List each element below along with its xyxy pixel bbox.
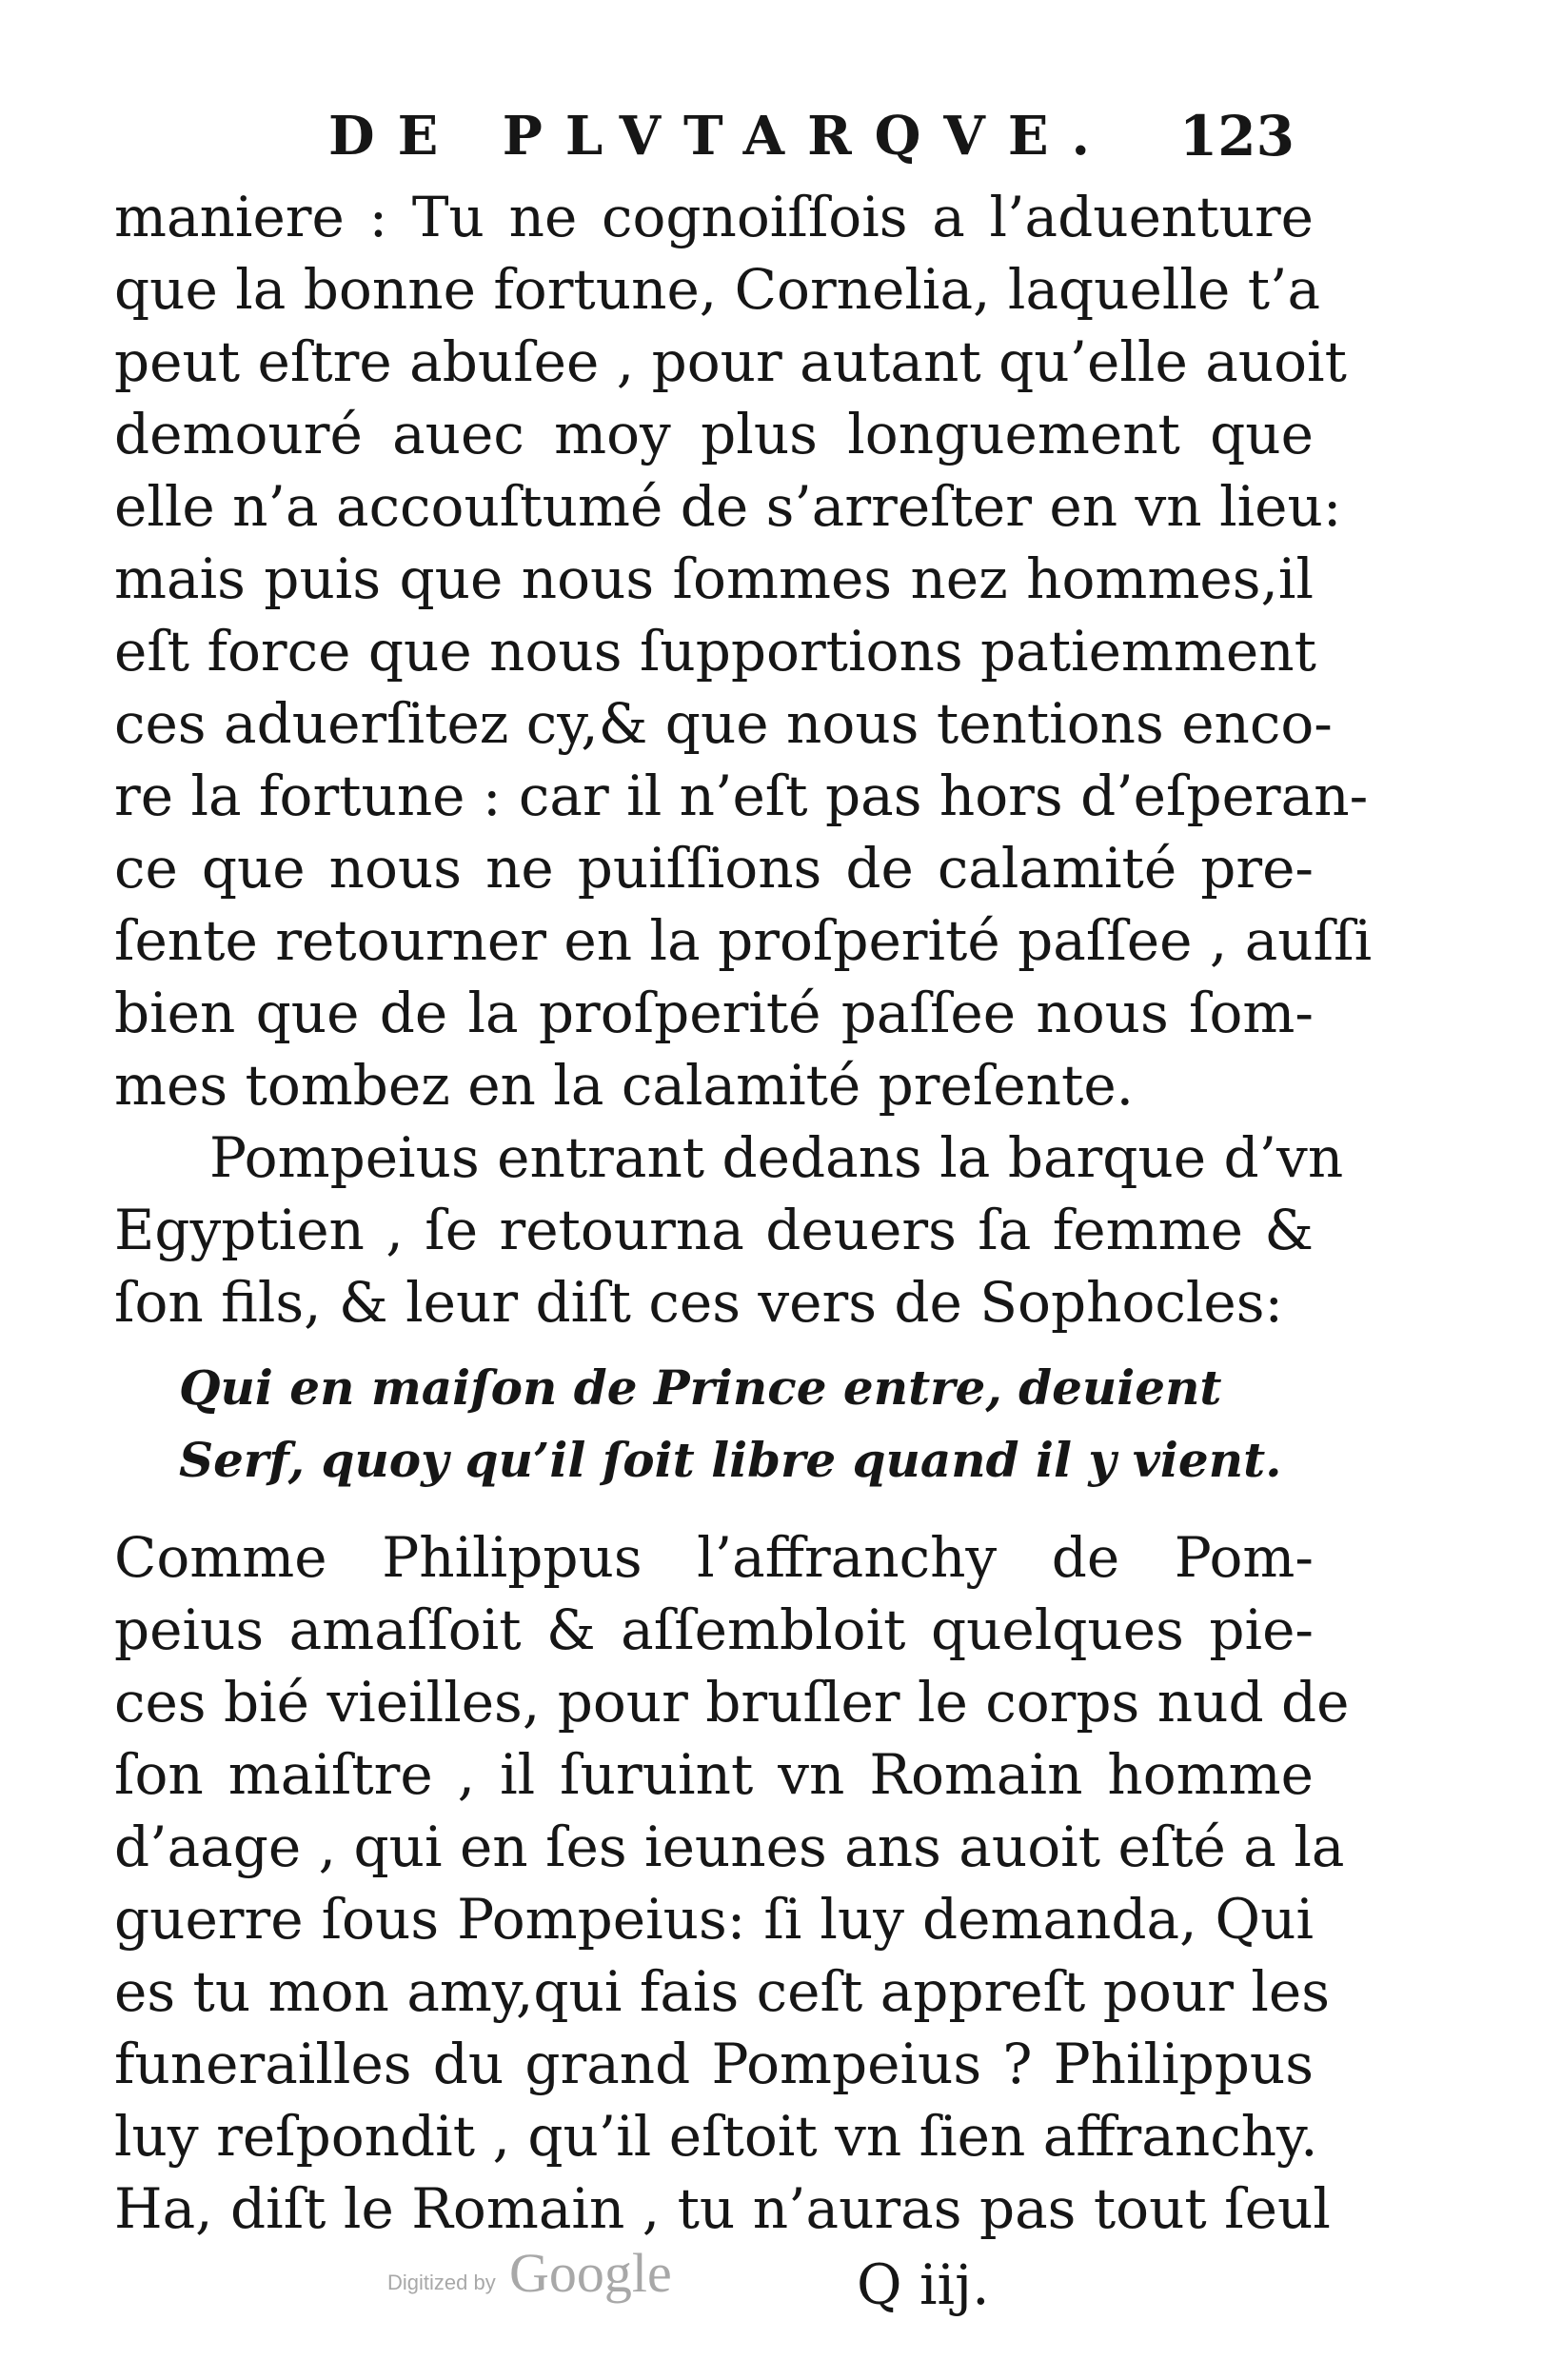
text-line: mes tombez en la calamité preſente.	[114, 1053, 1135, 1118]
text-line: ſente retourner en la proſperité paſſee , auſſi	[114, 908, 1373, 973]
running-title: DE PLVTARQVE.	[328, 105, 1114, 168]
text-line: d’aage , qui en ſes ieunes ans auoit eſté a la	[114, 1815, 1345, 1879]
text-line: es tu mon amy,qui fais ceſt appreſt pour les	[114, 1959, 1330, 2024]
text-line: bien que de la proſperité paſſee nous ſom-	[114, 981, 1314, 1045]
verse-line: Serf, quoy qu’il ſoit libre quand il y vient.	[179, 1432, 1282, 1488]
page-header	[114, 93, 1295, 179]
watermark-prefix: Digitized by	[387, 2271, 496, 2294]
text-line: peius amaſſoit & aſſembloit quelques pie-	[114, 1597, 1314, 1662]
text-line: ſon fils, & leur diſt ces vers de Sophocles:	[114, 1270, 1284, 1335]
page-number: 123	[1178, 104, 1295, 169]
google-logo: Google	[509, 2242, 672, 2304]
digitization-watermark	[387, 2242, 711, 2309]
text-line: funerailles du grand Pompeius ? Philippus	[114, 2032, 1314, 2096]
text-line: luy reſpondit , qu’il eſtoit vn ſien affranchy.	[114, 2104, 1318, 2169]
verse-line: Qui en maiſon de Prince entre, deuient	[179, 1359, 1222, 1416]
text-line: Egyptien , ſe retourna deuers ſa femme &	[114, 1198, 1314, 1262]
text-line: re la fortune : car il n’eſt pas hors d’eſperan-	[114, 764, 1369, 828]
text-line: Pompeius entrant dedans la barque d’vn	[209, 1125, 1344, 1190]
text-line: ces aduerſitez cy,& que nous tentions enco-	[114, 691, 1333, 756]
text-line: guerre ſous Pompeius: ſi luy demanda, Qui	[114, 1887, 1314, 1952]
text-line: mais puis que nous ſommes nez hommes,il	[114, 546, 1314, 611]
paragraph-3	[114, 1521, 1350, 2245]
paragraph-1	[114, 181, 1373, 1121]
text-line: demouré auec moy plus longuement que	[114, 402, 1314, 466]
text-line: eſt force que nous ſupportions patiemment	[114, 619, 1316, 684]
text-line: ces bié vieilles, pour bruſler le corps nud de	[114, 1670, 1350, 1735]
text-line: ce que nous ne puiſſions de calamité pre-	[114, 836, 1314, 901]
text-line: elle n’a accouſtumé de s’arreſter en vn lieu:	[114, 474, 1342, 539]
text-line: ſon maiſtre , il ſuruint vn Romain homme	[114, 1742, 1314, 1807]
verse-quotation	[179, 1352, 1282, 1497]
paragraph-2	[114, 1121, 1344, 1339]
text-line: Ha, diſt le Romain , tu n’auras pas tout ſeul	[114, 2176, 1331, 2241]
text-line: Comme Philippus l’affranchy de Pom-	[114, 1525, 1314, 1590]
text-line: peut eſtre abuſee , pour autant qu’elle auoit	[114, 329, 1347, 394]
text-line: maniere : Tu ne cognoiſſois a l’aduenture	[114, 185, 1314, 249]
signature-mark: Q iij.	[857, 2252, 990, 2317]
text-line: que la bonne fortune, Cornelia, laquelle t’a	[114, 257, 1321, 322]
